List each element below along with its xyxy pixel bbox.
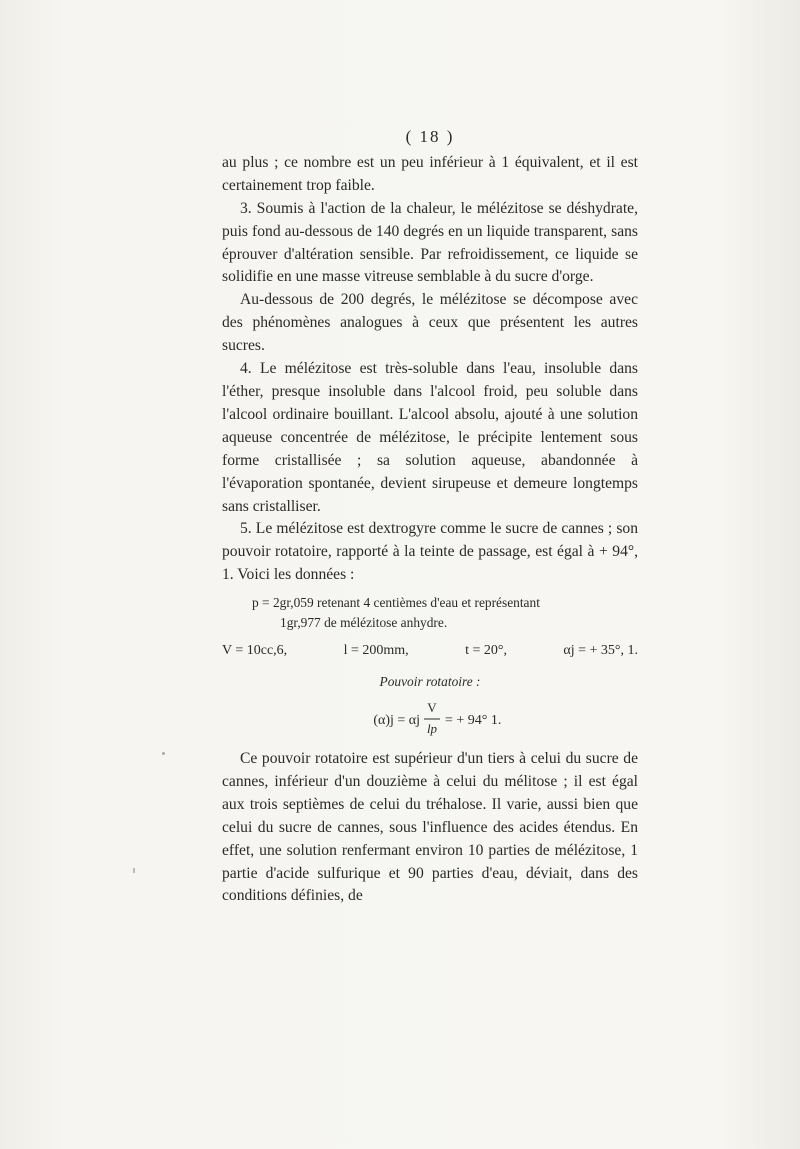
paragraph-2: 3. Soumis à l'action de la chaleur, le mélézitose se déshydrate, puis fond au-dessous de 140 degrés en un liquide transparent, sans éprouver d'altération sensible. Par refroidissement, ce liquide se solidifie en une masse vitreuse semblable à du sucre d'orge. <box>222 199 638 286</box>
paragraph-1: au plus ; ce nombre est un peu inférieur à 1 équivalent, et il est certainement trop faible. <box>222 153 638 194</box>
formula-denominator: lp <box>426 721 438 737</box>
measurement-length: l = 200mm, <box>343 643 409 659</box>
formula-lhs: (α)j = αj <box>373 713 420 729</box>
text-block <box>222 126 638 908</box>
formula-rhs: = + 94° 1. <box>445 713 502 729</box>
paragraph-4: 4. Le mélézitose est très-soluble dans l'eau, insoluble dans l'éther, presque insoluble dans l'alcool froid, peu soluble dans l'alcool ordinaire bouillant. L'alcool absolu, ajouté à une solution aqueuse concentrée de mélézitose, le précipite lentement sous forme cristallisée ; sa solution aqueuse, abandonnée à l'évaporation spontanée, devient sirupeuse et demeure longtemps sans cristalliser. <box>222 360 638 515</box>
formula-numerator: V <box>427 700 437 716</box>
closing-paragraph: Ce pouvoir rotatoire est supérieur d'un tiers à celui du sucre de cannes, inférieur d'un douzième à celui du mélitose ; il est égal aux trois septièmes de celui du tréhalose. Il varie, aussi bien que celui du sucre de cannes, sous l'influence des acides étendus. En effet, une solution renfermant environ 10 parties de mélézitose, 1 partie d'acide sulfurique et 90 parties d'eau, déviait, dans des conditions définies, de <box>222 750 638 905</box>
measurement-volume: V = 10cc,6, <box>222 643 288 659</box>
data-line-anhydrous: 1gr,977 de mélézitose anhydre. <box>280 615 448 631</box>
measurements-line <box>222 641 638 661</box>
page-number: ( 18 ) <box>405 127 455 146</box>
page-speck <box>162 752 165 755</box>
paragraph-3: Au-dessous de 200 degrés, le mélézitose se décompose avec des phénomènes analogues à ceux que présentent les autres sucres. <box>222 291 638 355</box>
rotatory-formula <box>222 700 638 736</box>
paragraph-5: 5. Le mélézitose est dextrogyre comme le sucre de cannes ; son pouvoir rotatoire, rapporté à la teinte de passage, est égal à + 94°, 1. Voici les données : <box>222 520 638 584</box>
measurement-angle: αj = + 35°, 1. <box>563 643 638 659</box>
rotatory-heading: Pouvoir rotatoire : <box>379 674 481 690</box>
data-line-weight: p = 2gr,059 retenant 4 centièmes d'eau et représentant <box>252 595 540 611</box>
page-speck <box>133 868 135 873</box>
measurement-temperature: t = 20°, <box>465 643 507 659</box>
formula-svg <box>222 700 638 740</box>
